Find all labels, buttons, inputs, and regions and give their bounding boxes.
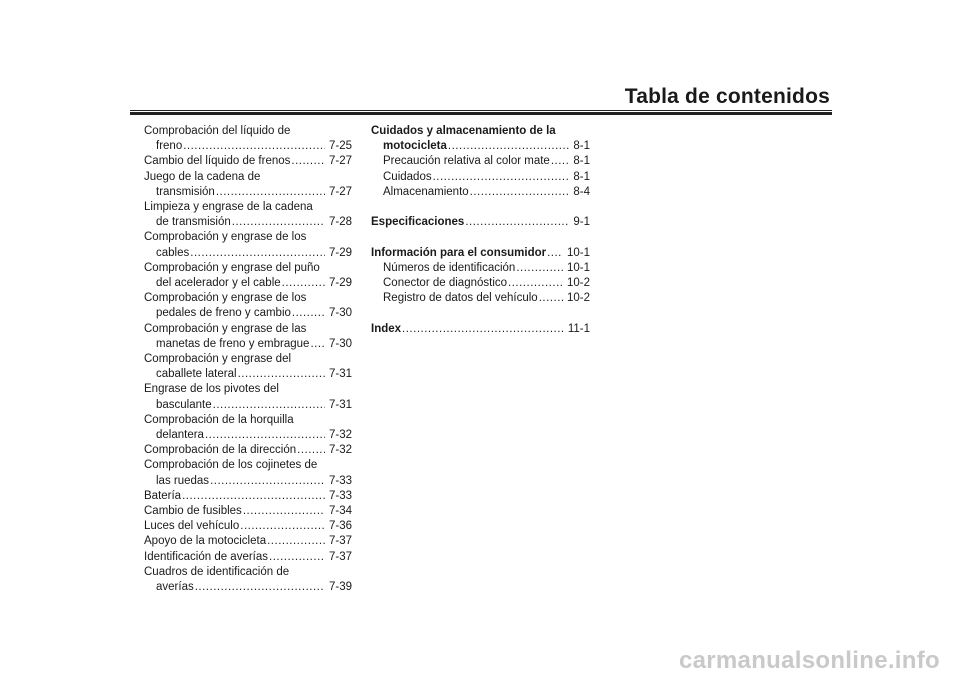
toc-entry-title: freno bbox=[156, 140, 183, 153]
toc-entry-title: Luces del vehículo bbox=[144, 520, 240, 533]
toc-leader-dots bbox=[183, 139, 325, 154]
toc-entry[interactable] bbox=[144, 322, 352, 352]
toc-entry[interactable] bbox=[371, 170, 590, 185]
toc-entry-title: Almacenamiento bbox=[383, 185, 469, 198]
toc-page-number: 7-32 bbox=[328, 429, 352, 442]
header-rule-thin bbox=[130, 110, 832, 111]
toc-entry[interactable] bbox=[371, 246, 590, 261]
toc-entry-title: Comprobación y engrase de los bbox=[144, 292, 307, 305]
toc-entry-title: caballete lateral bbox=[156, 368, 237, 381]
toc-leader-dots bbox=[470, 185, 570, 200]
toc-entry-title: Identificación de averías bbox=[144, 550, 269, 563]
toc-entry-title: Comprobación y engrase de las bbox=[144, 322, 307, 335]
toc-leader-dots bbox=[402, 322, 564, 337]
toc-leader-dots bbox=[516, 261, 563, 276]
toc-leader-dots bbox=[210, 474, 325, 489]
toc-page-number: 7-36 bbox=[328, 520, 352, 533]
toc-entry-title: Información para el consumidor bbox=[371, 246, 547, 259]
toc-entry[interactable] bbox=[371, 276, 590, 291]
toc-page-number: 7-37 bbox=[328, 535, 352, 548]
toc-leader-dots bbox=[547, 246, 563, 261]
toc-entry-title: manetas de freno y embrague bbox=[156, 337, 310, 350]
toc-entry[interactable] bbox=[144, 170, 352, 200]
toc-leader-dots bbox=[310, 337, 325, 352]
toc-page-number: 8-4 bbox=[573, 185, 590, 198]
toc-gap bbox=[371, 200, 590, 215]
toc-entry-title: del acelerador y el cable bbox=[156, 277, 281, 290]
toc-page-number: 8-1 bbox=[573, 155, 590, 168]
toc-entry[interactable] bbox=[371, 124, 590, 154]
toc-entry[interactable] bbox=[371, 154, 590, 169]
toc-entry[interactable] bbox=[144, 565, 352, 595]
page-title: Tabla de contenidos bbox=[624, 85, 830, 108]
toc-entry-title: Batería bbox=[144, 489, 182, 502]
toc-entry[interactable] bbox=[144, 504, 352, 519]
toc-entry-title: Especificaciones bbox=[371, 216, 465, 229]
toc-page-number: 8-1 bbox=[573, 140, 590, 153]
toc-entry-title: Apoyo de la motocicleta bbox=[144, 535, 267, 548]
toc-entry[interactable] bbox=[144, 413, 352, 443]
toc-page-number: 7-32 bbox=[328, 444, 352, 457]
toc-entry[interactable] bbox=[371, 261, 590, 276]
toc-entry-title: Cuadros de identificación de bbox=[144, 565, 290, 578]
toc-leader-dots bbox=[240, 519, 325, 534]
toc-page-number: 10-1 bbox=[566, 261, 590, 274]
toc-entry-title: Comprobación de la dirección bbox=[144, 444, 297, 457]
toc-leader-dots bbox=[182, 489, 325, 504]
toc-page-number: 10-2 bbox=[566, 292, 590, 305]
toc-leader-dots bbox=[282, 276, 325, 291]
toc-page-number: 7-33 bbox=[328, 489, 352, 502]
toc-entry-title: las ruedas bbox=[156, 474, 210, 487]
toc-entry[interactable] bbox=[371, 322, 590, 337]
toc-gap bbox=[371, 306, 590, 321]
toc-entry[interactable] bbox=[371, 215, 590, 230]
toc-entry-title: transmisión bbox=[156, 185, 215, 198]
toc-entry-title: Limpieza y engrase de la cadena bbox=[144, 201, 313, 214]
toc-page-number: 7-29 bbox=[328, 246, 352, 259]
toc-leader-dots bbox=[269, 550, 325, 565]
toc-leader-dots bbox=[213, 398, 325, 413]
toc-entry[interactable] bbox=[144, 291, 352, 321]
toc-entry-title: Registro de datos del vehículo bbox=[383, 292, 538, 305]
toc-entry-title: motocicleta bbox=[383, 140, 447, 153]
toc-page-number: 7-39 bbox=[328, 581, 352, 594]
toc-entry[interactable] bbox=[144, 489, 352, 504]
toc-entry-title: Cambio de fusibles bbox=[144, 505, 242, 518]
toc-page-number: 10-1 bbox=[566, 246, 590, 259]
toc-entry-title: Comprobación de los cojinetes de bbox=[144, 459, 318, 472]
toc-entry[interactable] bbox=[144, 458, 352, 488]
toc-entry[interactable] bbox=[144, 550, 352, 565]
toc-leader-dots bbox=[238, 367, 325, 382]
toc-leader-dots bbox=[297, 443, 325, 458]
toc-entry-title: averías bbox=[156, 581, 194, 594]
toc-page-number: 9-1 bbox=[573, 216, 590, 229]
toc-leader-dots bbox=[190, 246, 325, 261]
toc-column-left bbox=[144, 124, 352, 595]
toc-leader-dots bbox=[508, 276, 563, 291]
toc-entry-title: Comprobación y engrase de los bbox=[144, 231, 307, 244]
toc-entry-title: Juego de la cadena de bbox=[144, 170, 261, 183]
toc-entry[interactable] bbox=[144, 519, 352, 534]
toc-leader-dots bbox=[232, 215, 325, 230]
toc-page-number: 7-25 bbox=[328, 140, 352, 153]
toc-entry-title: Comprobación de la horquilla bbox=[144, 413, 294, 426]
toc-entry-title: Comprobación y engrase del puño bbox=[144, 261, 320, 274]
toc-entry[interactable] bbox=[144, 382, 352, 412]
toc-page-number: 7-30 bbox=[328, 337, 352, 350]
toc-page-number: 7-28 bbox=[328, 216, 352, 229]
toc-entry-title: pedales de freno y cambio bbox=[156, 307, 291, 320]
toc-leader-dots bbox=[216, 185, 325, 200]
toc-column-right bbox=[371, 124, 590, 337]
toc-page-number: 11-1 bbox=[567, 322, 590, 335]
toc-entry-title: Comprobación y engrase del bbox=[144, 353, 292, 366]
toc-page-number: 7-29 bbox=[328, 277, 352, 290]
toc-entry-title: Index bbox=[371, 322, 402, 335]
toc-entry-title: Cambio del líquido de frenos bbox=[144, 155, 291, 168]
toc-entry[interactable] bbox=[144, 200, 352, 230]
toc-page-number: 7-27 bbox=[328, 185, 352, 198]
toc-leader-dots bbox=[243, 504, 325, 519]
toc-entry-title: de transmisión bbox=[156, 216, 231, 229]
toc-page-number: 7-30 bbox=[328, 307, 352, 320]
toc-entry[interactable] bbox=[144, 154, 352, 169]
toc-leader-dots bbox=[448, 139, 569, 154]
toc-page-number: 7-27 bbox=[328, 155, 352, 168]
toc-entry-title: Precaución relativa al color mate bbox=[383, 155, 550, 168]
toc-entry-title: Engrase de los pivotes del bbox=[144, 383, 279, 396]
toc-entry[interactable] bbox=[144, 230, 352, 260]
watermark: carmanualsonline.info bbox=[678, 647, 940, 674]
toc-entry[interactable] bbox=[144, 261, 352, 291]
toc-leader-dots bbox=[267, 534, 325, 549]
toc-entry-title: Comprobación del líquido de bbox=[144, 125, 291, 137]
toc-leader-dots bbox=[465, 215, 569, 230]
toc-page-number: 7-33 bbox=[328, 474, 352, 487]
toc-page-number: 10-2 bbox=[566, 277, 590, 289]
toc-leader-dots bbox=[292, 306, 325, 321]
toc-leader-dots bbox=[291, 154, 325, 169]
toc-entry-title: Cuidados y almacenamiento de la bbox=[371, 125, 556, 137]
toc-leader-dots bbox=[551, 154, 570, 169]
toc-entry-title: Conector de diagnóstico bbox=[383, 277, 508, 289]
toc-entry[interactable] bbox=[144, 534, 352, 549]
toc-entry[interactable] bbox=[144, 443, 352, 458]
toc-gap bbox=[371, 230, 590, 245]
toc-leader-dots bbox=[433, 170, 570, 185]
toc-leader-dots bbox=[195, 580, 325, 595]
toc-entry-title: delantera bbox=[156, 429, 204, 442]
toc-entry[interactable] bbox=[371, 185, 590, 200]
toc-leader-dots bbox=[205, 428, 325, 443]
toc-entry-title: Números de identificación bbox=[383, 261, 516, 274]
toc-leader-dots bbox=[539, 291, 563, 306]
toc-entry-title: basculante bbox=[156, 398, 212, 411]
toc-entry[interactable] bbox=[144, 124, 352, 154]
toc-entry-title: cables bbox=[156, 246, 190, 259]
toc-page-number: 7-37 bbox=[328, 550, 352, 563]
toc-page-number: 7-31 bbox=[328, 398, 352, 411]
toc-entry[interactable] bbox=[144, 352, 352, 382]
header-rule-thick bbox=[130, 112, 832, 115]
toc-entry-title: Cuidados bbox=[383, 170, 432, 183]
toc-page-number: 8-1 bbox=[573, 170, 590, 183]
toc-page-number: 7-31 bbox=[328, 368, 352, 381]
toc-entry[interactable] bbox=[371, 291, 590, 306]
toc-page-number: 7-34 bbox=[328, 505, 352, 518]
